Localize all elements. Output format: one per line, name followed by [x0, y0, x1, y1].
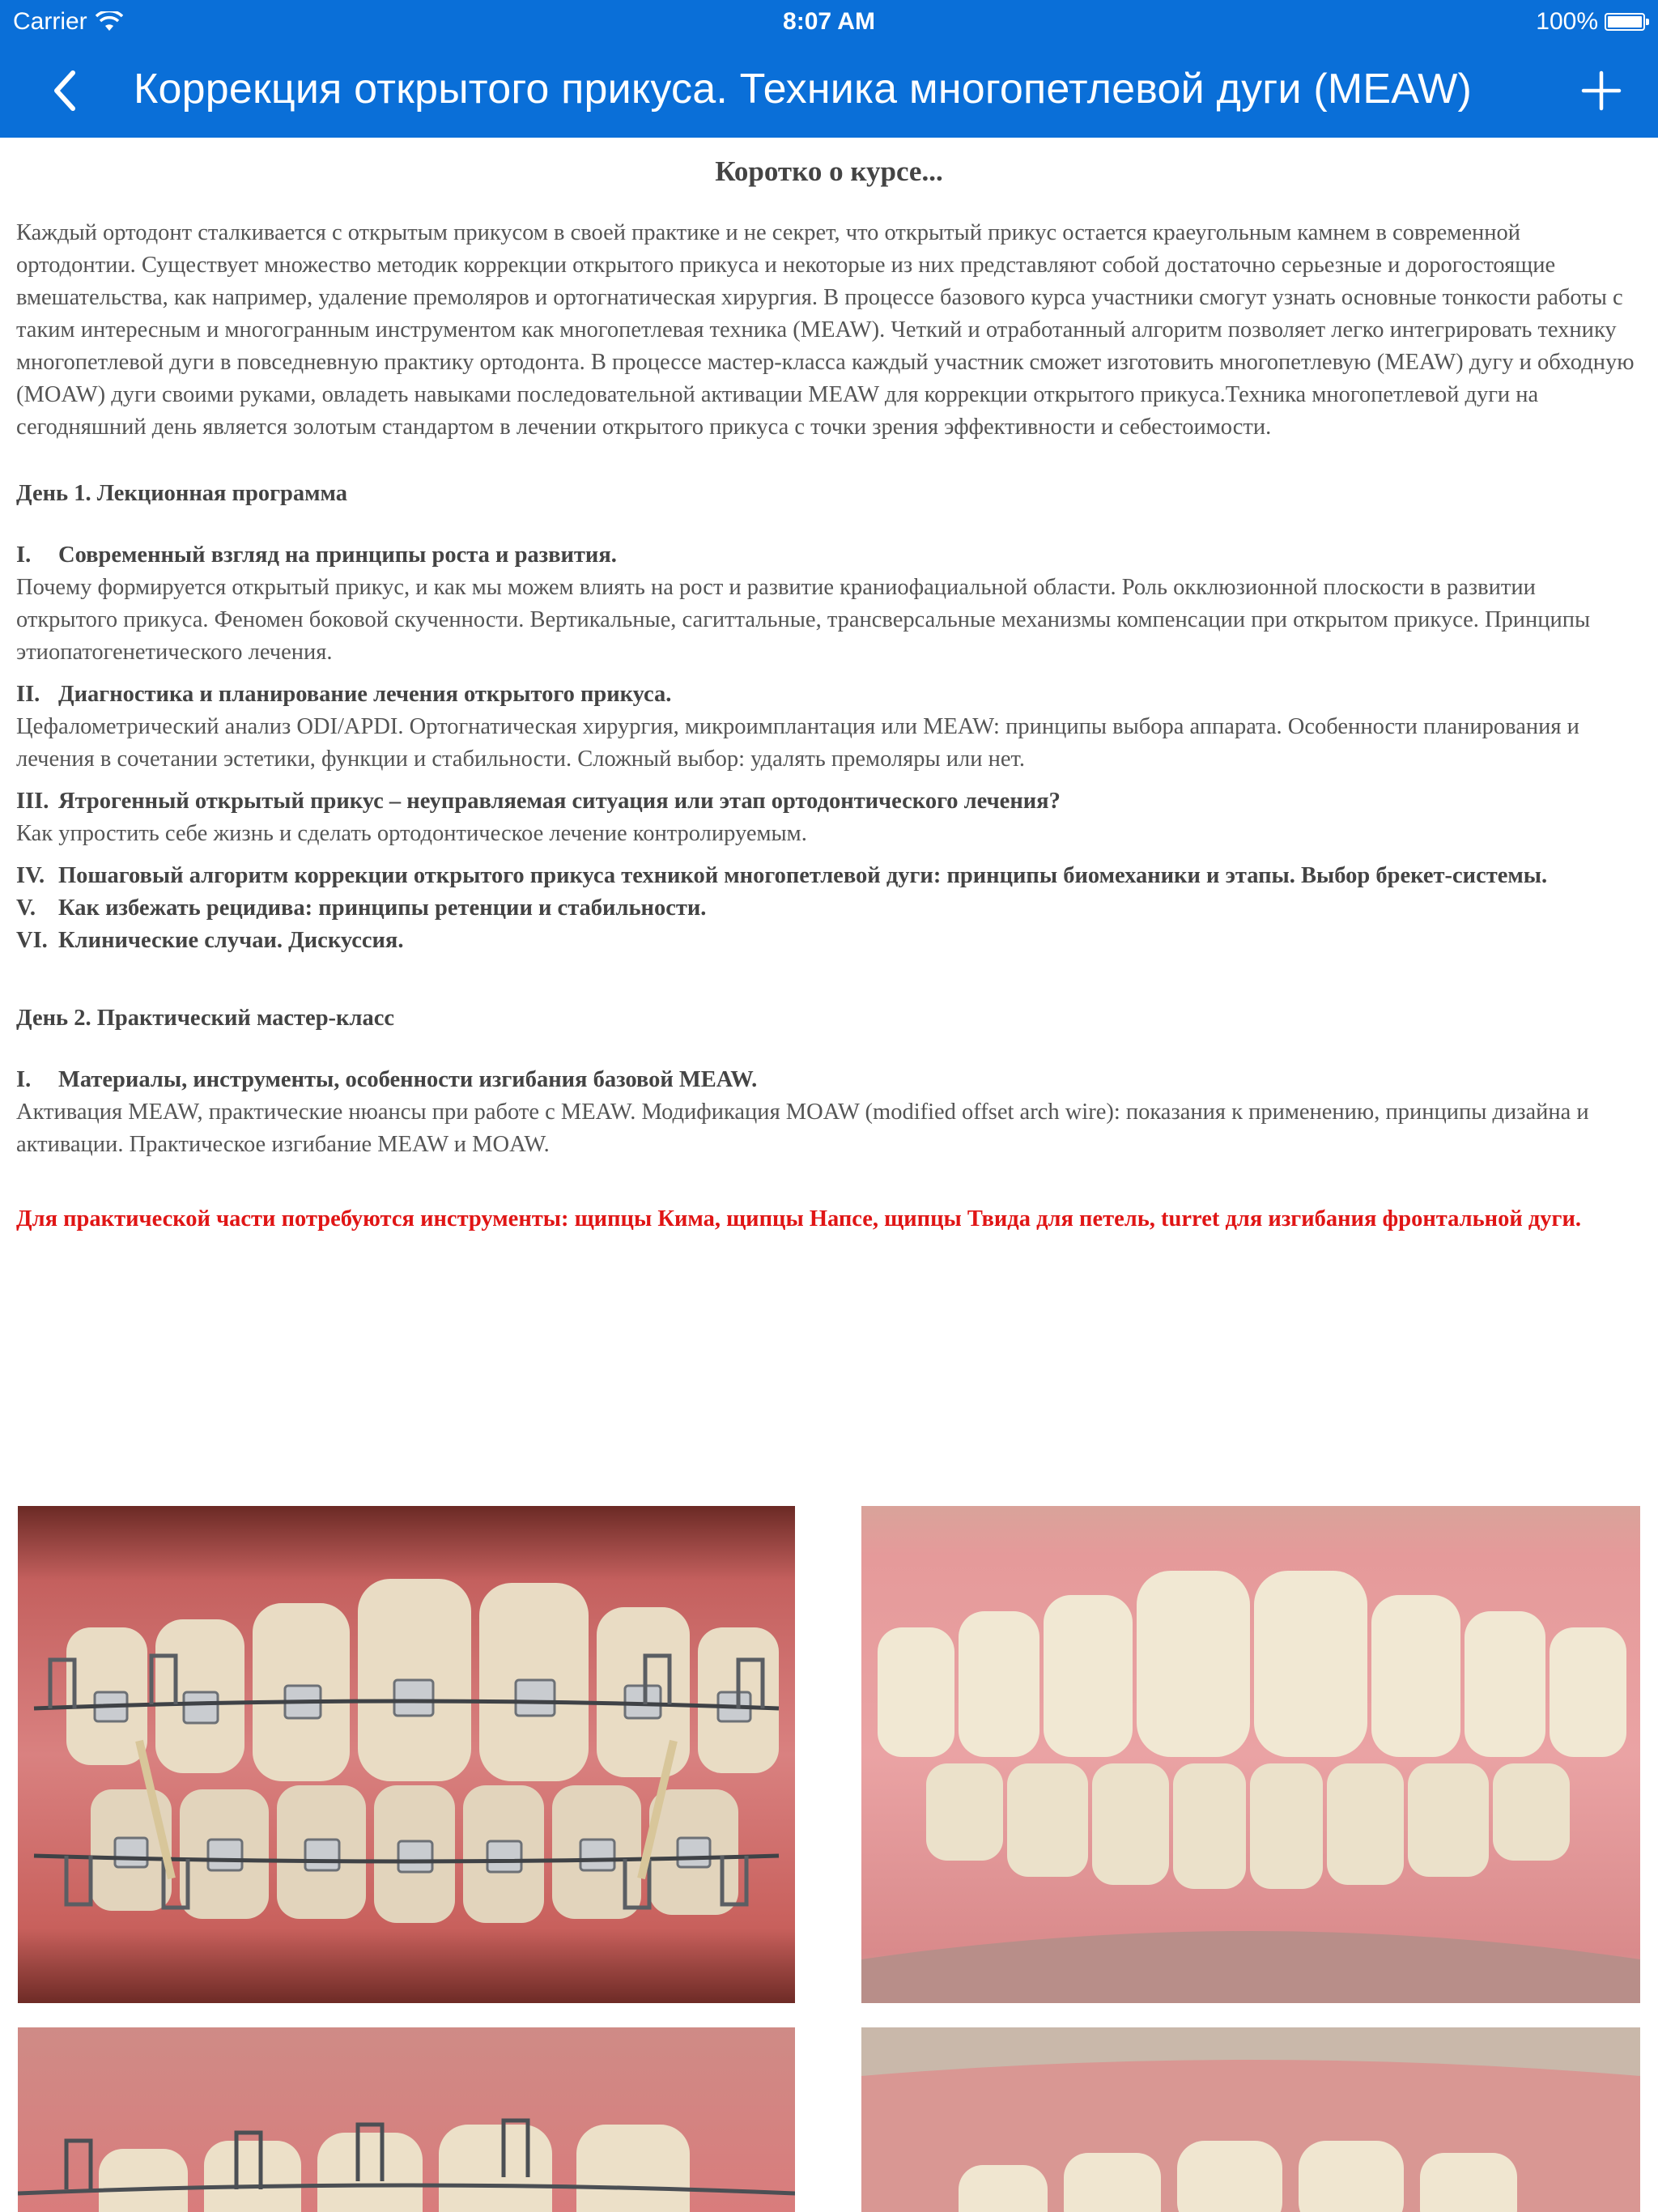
status-bar [0, 0, 1658, 44]
topic-number: V. [16, 895, 36, 921]
topic-number: III. [16, 789, 49, 814]
status-time: 8:07 AM [783, 8, 875, 35]
topic-item [16, 1064, 1642, 1161]
instruments-note: Для практической части потребуются инструменты: щипцы Кима, щипцы Напсе, щипцы Твида для петель, turret для изгибания фронтальной дуги. [16, 1206, 1582, 1231]
battery-percent: 100% [1536, 8, 1598, 35]
app-header [0, 0, 1658, 138]
topic-body: Почему формируется открытый прикус, и как мы можем влиять на рост и развитие краниофациальной области. Роль окклюзионной плоскости в развитии открытого прикуса. Феномен боковой скученности. Вертикальные, сагиттальные, трансверсальные механизмы компенсации при открытом прикусе. Принципы этиопатогенетического лечения. [16, 575, 1591, 665]
topic-title [16, 1064, 1642, 1096]
topic-title-text: Пошаговый алгоритм коррекции открытого прикуса техникой многопетлевой дуги: принципы биомеханики и этапы. Выбор брекет-системы. [58, 863, 1548, 888]
topic-item [16, 539, 1642, 669]
topic-title [16, 785, 1642, 818]
topic-number: II. [16, 682, 40, 707]
braces-front-photo [18, 1506, 795, 2003]
battery-icon [1605, 13, 1645, 31]
topic-item [16, 860, 1642, 892]
topic-title-text: Материалы, инструменты, особенности изгибания базовой MEAW. [58, 1067, 758, 1092]
day2-heading: День 2. Практический мастер-класс [16, 1006, 395, 1031]
topic-title-text: Современный взгляд на принципы роста и развития. [58, 542, 617, 568]
topic-item [16, 925, 1642, 957]
carrier-label: Carrier [13, 8, 87, 35]
status-battery [1536, 8, 1645, 36]
topic-number: I. [16, 1067, 32, 1092]
plus-icon [1580, 70, 1622, 112]
topic-number: VI. [16, 928, 48, 953]
page-title: Коррекция открытого прикуса. Техника многопетлевой дуги (MEAW) [134, 66, 1473, 113]
topic-title-text: Диагностика и планирование лечения открытого прикуса. [58, 682, 672, 707]
topic-title [16, 860, 1642, 892]
topic-number: IV. [16, 863, 45, 888]
topic-item [16, 678, 1642, 776]
topic-title [16, 925, 1642, 957]
topic-title [16, 539, 1642, 572]
topic-body: Как упростить себе жизнь и сделать ортодонтическое лечение контролируемым. [16, 821, 807, 846]
back-button[interactable] [40, 66, 89, 115]
add-button[interactable] [1575, 65, 1627, 117]
topic-title-text: Клинические случаи. Дискуссия. [58, 928, 404, 953]
course-intro: Каждый ортодонт сталкивается с открытым прикусом в своей практике и не секрет, что открытый прикус остается краеугольным камнем в современной ортодонтии. Существует множество методик коррекции открытого прикуса и некоторые из них представляют собой достаточно серьезные и дорогостоящие вмешательства, как например, удаление премоляров и ортогнатическая хирургия. В процессе базового курса участники смогут узнать основные тонкости работы с таким интересным и многогранным инструментом как многопетлевая техника (MEAW). Четкий и отработанный алгоритм позволяет легко интегрировать технику многопетлевой дуги в повседневную практику ортодонта. В процессе мастер-класса каждый участник сможет изготовить многопетлевую (MEAW) дугу и обходную (MOAW) дуги своими руками, овладеть навыками последовательной активации MEAW для коррекции открытого прикуса.Техника многопетлевой дуги на сегодняшний день является золотым стандартом в лечении открытого прикуса с точки зрения эффективности и себестоимости. [16, 220, 1635, 440]
navigation-bar [0, 44, 1658, 138]
day1-topic-list [16, 539, 1642, 957]
topic-number: I. [16, 542, 32, 568]
topic-title-text: Как избежать рецидива: принципы ретенции и стабильности. [58, 895, 707, 921]
topic-title [16, 678, 1642, 711]
topic-item [16, 785, 1642, 850]
braces-side-photo [18, 2027, 795, 2212]
topic-title-text: Ятрогенный открытый прикус – неуправляемая ситуация или этап ортодонтического лечения? [58, 789, 1061, 814]
topic-body: Цефалометрический анализ ODI/APDI. Ортогнатическая хирургия, микроимплантация или MEAW: принципы выбора аппарата. Особенности планирования и лечения в сочетании эстетики, функции и стабильности. Сложный выбор: удалять премоляры или нет. [16, 714, 1579, 772]
section-title: Коротко о курсе... [715, 155, 943, 187]
teeth-after-side-photo [861, 2027, 1640, 2212]
day1-heading: День 1. Лекционная программа [16, 481, 348, 506]
course-content[interactable] [0, 138, 1658, 2212]
teeth-after-front-photo [861, 1506, 1640, 2003]
day2-topic-list [16, 1064, 1642, 1161]
topic-item [16, 892, 1642, 925]
chevron-left-icon [49, 68, 81, 113]
topic-body: Активация MEAW, практические нюансы при работе с MEAW. Модификация MOAW (modified offset arch wire): показания к применению, принципы дизайна и активации. Практическое изгибание MEAW и MOAW. [16, 1100, 1589, 1157]
topic-title [16, 892, 1642, 925]
